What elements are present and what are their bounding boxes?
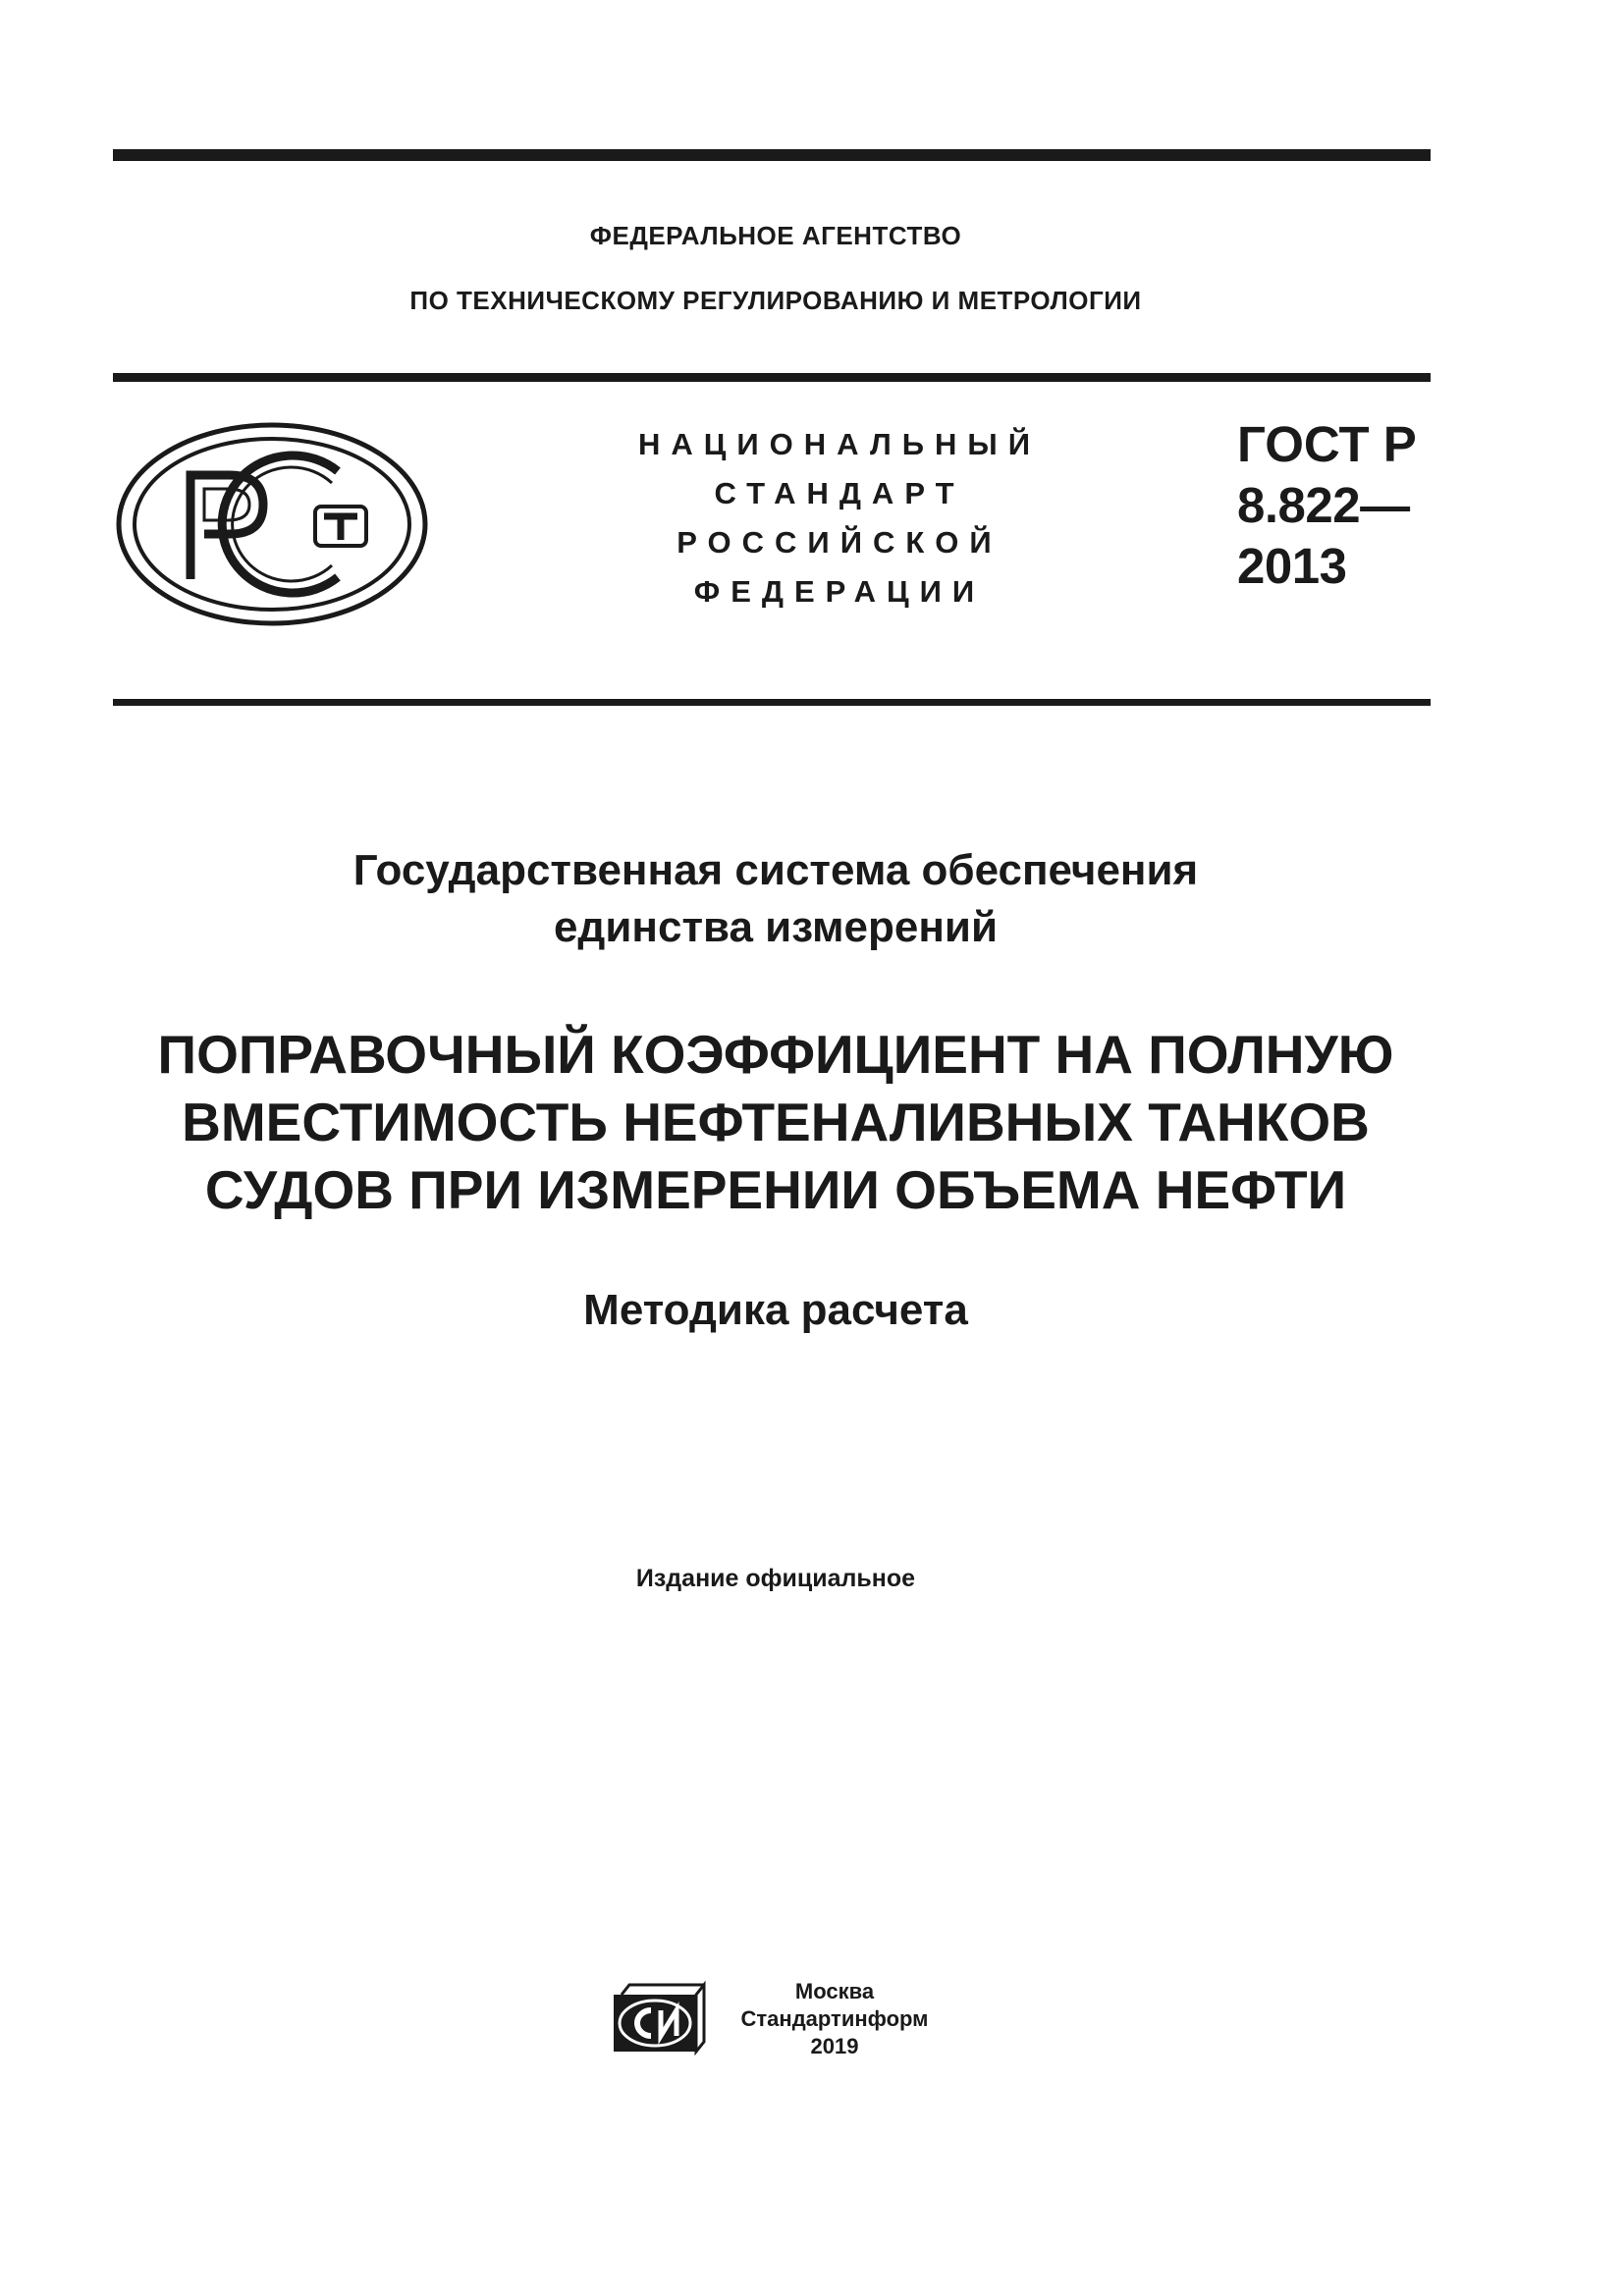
series-title [0,842,1551,956]
agency-line-1: ФЕДЕРАЛЬНОЕ АГЕНТСТВО [589,221,962,250]
top-rule [113,149,1431,161]
publisher-imprint [717,1978,952,2060]
bottom-rule [113,699,1431,706]
national-line-4: ФЕДЕРАЦИИ [693,574,986,609]
national-line-1: НАЦИОНАЛЬНЫЙ [637,427,1042,461]
middle-rule [113,373,1431,382]
document-subtitle: Методика расчета [583,1286,968,1334]
publisher-name: Стандартинформ [740,2006,929,2031]
rst-certification-mark-icon [114,420,430,628]
title-line-3: СУДОВ ПРИ ИЗМЕРЕНИИ ОБЪЕМА НЕФТИ [204,1159,1347,1220]
series-line-2: единства измерений [553,903,999,951]
document-title [0,1021,1551,1224]
designation-line-2: 8.822— [1237,477,1410,533]
agency-line-2: ПО ТЕХНИЧЕСКОМУ РЕГУЛИРОВАНИЮ И МЕТРОЛОГИИ [409,286,1142,315]
title-line-2: ВМЕСТИМОСТЬ НЕФТЕНАЛИВНЫХ ТАНКОВ [182,1092,1370,1152]
national-line-3: РОССИЙСКОЙ [677,525,1002,560]
national-standard-label [589,420,1090,616]
designation-line-1: ГОСТ Р [1237,416,1417,472]
edition-label: Издание официальное [635,1565,916,1592]
title-line-1: ПОПРАВОЧНЫЙ КОЭФФИЦИЕНТ НА ПОЛНУЮ [157,1024,1394,1085]
publisher-city: Москва [794,1979,875,2003]
standard-designation [1237,414,1417,597]
publisher-year: 2019 [810,2034,859,2058]
national-line-2: СТАНДАРТ [714,476,965,510]
series-line-1: Государственная система обеспечения [352,846,1199,894]
standartinform-logo-icon [612,1981,706,2056]
designation-line-3: 2013 [1237,538,1347,594]
